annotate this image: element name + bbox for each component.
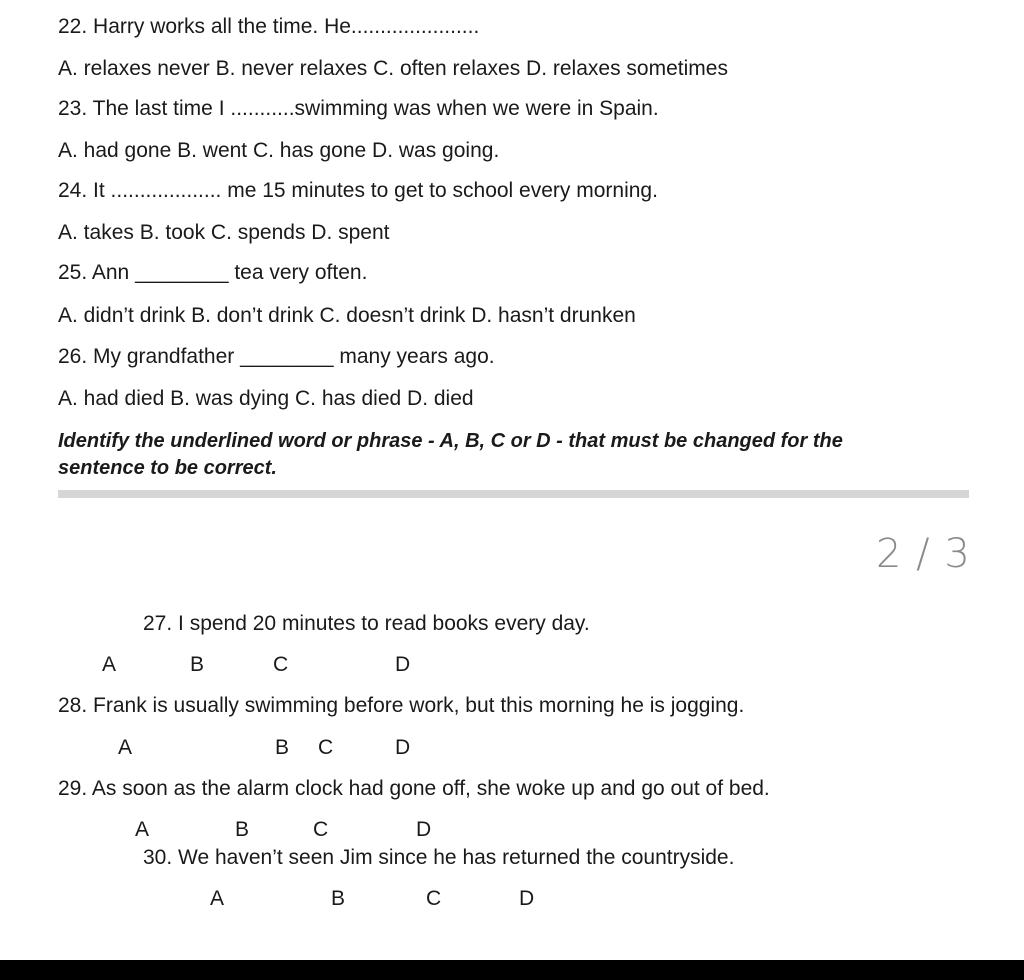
question-29-letter-c: C <box>313 818 329 841</box>
question-30-letter-d: D <box>519 887 535 910</box>
question-30-letter-c: C <box>426 887 442 910</box>
question-27-letter-c: C <box>273 653 289 676</box>
question-28-letter-c: C <box>318 736 334 759</box>
question-28-sentence: 28. Frank is usually swimming before work, but this morning he is jogging. <box>58 694 745 717</box>
question-25-stem: 25. Ann ________ tea very often. <box>58 261 368 284</box>
question-27-letter-b: B <box>190 653 205 676</box>
page-divider <box>58 490 969 498</box>
question-28-letter-d: D <box>395 736 411 759</box>
question-27-sentence: 27. I spend 20 minutes to read books every day. <box>143 612 590 635</box>
question-29-sentence: 29. As soon as the alarm clock had gone off, she woke up and go out of bed. <box>58 777 770 800</box>
question-22-options: A. relaxes never B. never relaxes C. often relaxes D. relaxes sometimes <box>58 57 728 80</box>
question-29-letter-b: B <box>235 818 250 841</box>
question-23-options: A. had gone B. went C. has gone D. was going. <box>58 139 500 162</box>
question-28-letter-a: A <box>118 736 133 759</box>
question-22-stem: 22. Harry works all the time. He...................... <box>58 15 480 38</box>
bottom-bar <box>0 960 1024 980</box>
question-28-letter-b: B <box>275 736 290 759</box>
page-indicator: 2 / 3 <box>876 531 971 577</box>
question-24-stem: 24. It ................... me 15 minutes to get to school every morning. <box>58 179 658 202</box>
question-24-options: A. takes B. took C. spends D. spent <box>58 221 390 244</box>
question-23-stem: 23. The last time I ...........swimming was when we were in Spain. <box>58 97 659 120</box>
section-instruction: Identify the underlined word or phrase - A, B, C or D - that must be changed for the sentence to be correct. <box>58 430 843 479</box>
question-29-letter-d: D <box>416 818 432 841</box>
question-27-letter-d: D <box>395 653 411 676</box>
question-27-letter-a: A <box>102 653 117 676</box>
question-25-options: A. didn’t drink B. don’t drink C. doesn’t drink D. hasn’t drunken <box>58 304 636 327</box>
question-29-letter-a: A <box>135 818 150 841</box>
question-30-letter-a: A <box>210 887 225 910</box>
question-26-options: A. had died B. was dying C. has died D. died <box>58 387 474 410</box>
question-30-letter-b: B <box>331 887 346 910</box>
question-26-stem: 26. My grandfather ________ many years ago. <box>58 345 495 368</box>
question-30-sentence: 30. We haven’t seen Jim since he has returned the countryside. <box>143 846 735 869</box>
